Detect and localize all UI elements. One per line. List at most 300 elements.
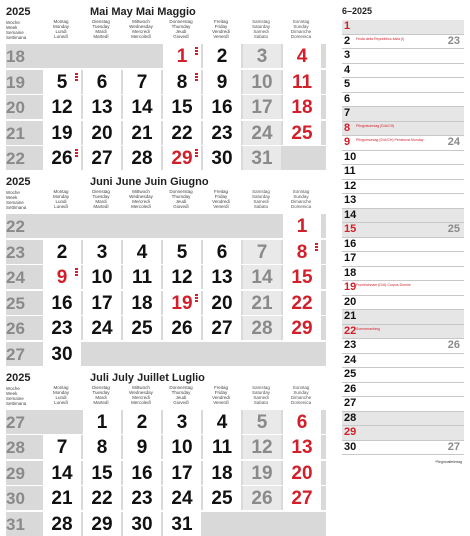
day-number: 20 (211, 292, 233, 314)
planner-day-number: 16 (344, 237, 357, 250)
day-cell[interactable] (123, 291, 161, 315)
day-cell[interactable] (123, 265, 161, 289)
day-cell[interactable] (243, 44, 281, 68)
empty-day-cell (83, 342, 121, 366)
day-number: 14 (251, 267, 273, 289)
day-number: 17 (251, 97, 273, 119)
day-number: 5 (56, 71, 68, 93)
day-cell[interactable] (123, 410, 161, 434)
planner-holiday-note: Pfingstsonntag (D/A/CH) (356, 123, 395, 128)
day-cell[interactable] (283, 240, 321, 264)
day-cell[interactable] (243, 121, 281, 145)
day-number: 6 (96, 71, 108, 93)
day-cell[interactable] (43, 461, 81, 485)
day-cell[interactable] (283, 461, 321, 485)
day-cell[interactable] (203, 121, 241, 145)
day-cell[interactable] (163, 240, 201, 264)
week-column-label: Woche Week Semaine Settimana (6, 20, 27, 40)
planner-day-row[interactable] (342, 49, 464, 64)
weekday-header: Sonntag Sunday Dimanche Domenica (290, 189, 312, 209)
day-cell[interactable] (243, 461, 281, 485)
planner-week-number: 26 (447, 339, 460, 351)
day-cell[interactable] (203, 44, 241, 68)
day-cell[interactable] (163, 95, 201, 119)
holiday-marker-icon (75, 149, 78, 159)
day-cell[interactable] (203, 70, 241, 94)
day-number: 6 (216, 241, 228, 263)
day-cell[interactable] (83, 435, 121, 459)
day-cell[interactable] (243, 316, 281, 340)
weekday-header: Mittwoch Wednesday Mercredi Mercoledì (129, 384, 153, 405)
day-number: 24 (91, 318, 113, 340)
week-column-label: Woche Week Semaine Settimana (6, 385, 27, 406)
planner-day-row[interactable] (342, 35, 464, 50)
day-cell[interactable] (163, 265, 201, 289)
weekday-header: Montag Monday Lundi Lunedì (52, 19, 69, 39)
day-number: 11 (131, 267, 153, 289)
planner-day-row[interactable] (342, 20, 464, 35)
day-number: 11 (211, 437, 233, 459)
week-row (6, 44, 326, 68)
weekday-header: Mittwoch Wednesday Mercredi Mercoledì (129, 19, 153, 39)
day-cell[interactable] (243, 265, 281, 289)
day-number: 15 (171, 97, 193, 119)
day-number: 21 (251, 292, 273, 314)
day-number: 7 (136, 71, 148, 93)
week-row (6, 512, 326, 536)
day-cell[interactable] (83, 461, 121, 485)
day-cell[interactable] (203, 410, 241, 434)
planner-day-number: 9 (344, 136, 351, 148)
day-cell[interactable] (83, 512, 121, 536)
planner-day-number: 4 (344, 63, 351, 76)
day-number: 20 (91, 122, 113, 144)
day-number: 29 (171, 148, 193, 170)
weekday-header: Samstag Saturday Samedi Sabato (251, 189, 270, 209)
day-cell[interactable] (83, 410, 121, 434)
month-title: Mai May Mai Maggio (90, 6, 196, 18)
day-cell[interactable] (43, 512, 81, 536)
day-cell[interactable] (283, 265, 321, 289)
planner-day-row[interactable] (342, 223, 464, 238)
planner-holiday-note: Fronleichnam (D/A) Corpus Domini (356, 283, 411, 287)
empty-day-cell (283, 342, 321, 366)
planner-day-number: 30 (344, 440, 357, 453)
planner-list (342, 20, 464, 455)
planner-day-row[interactable] (342, 397, 464, 412)
day-number: 9 (136, 437, 148, 459)
empty-day-cell (123, 44, 161, 68)
day-number: 10 (251, 71, 273, 93)
planner-day-row[interactable] (342, 441, 464, 456)
day-number: 21 (51, 488, 73, 510)
day-cell[interactable] (243, 435, 281, 459)
day-cell[interactable] (83, 265, 121, 289)
day-cell[interactable] (163, 291, 201, 315)
day-cell[interactable] (43, 342, 81, 366)
planner-day-number: 17 (344, 252, 357, 264)
empty-day-cell (123, 342, 161, 366)
week-number: 25 (6, 293, 25, 313)
day-cell[interactable] (203, 95, 241, 119)
planner-day-row[interactable] (342, 310, 464, 325)
planner-day-number: 19 (344, 281, 357, 293)
weekday-header: Montag Monday Lundi Lunedì (52, 384, 69, 405)
day-number: 30 (51, 344, 73, 365)
day-number: 22 (291, 292, 313, 314)
month-title: Juli July Juillet Luglio (90, 371, 205, 384)
week-number: 28 (6, 438, 25, 458)
day-number: 15 (91, 462, 113, 484)
weekday-header: Donnerstag Thursday Jeudi Giovedì (169, 189, 193, 209)
planner-day-row[interactable] (342, 426, 464, 441)
day-number: 30 (131, 513, 153, 535)
day-number: 18 (291, 97, 313, 119)
day-number: 19 (171, 292, 193, 314)
planner-day-number: 6 (344, 92, 351, 105)
weekday-header: Freitag Friday Vendredi Venerdì (212, 19, 230, 39)
planner-day-number: 27 (344, 397, 357, 409)
day-cell[interactable] (83, 121, 121, 145)
planner-day-number: 25 (344, 368, 357, 380)
day-cell[interactable] (123, 95, 161, 119)
weekday-header: Donnerstag Thursday Jeudi Giovedì (169, 384, 193, 405)
day-cell[interactable] (283, 410, 321, 434)
day-number: 19 (51, 122, 73, 144)
day-cell[interactable] (243, 240, 281, 264)
day-number: 27 (91, 148, 113, 170)
day-cell[interactable] (163, 512, 201, 536)
day-number: 2 (216, 46, 228, 67)
day-number: 23 (51, 318, 73, 340)
empty-day-cell (243, 512, 281, 536)
day-cell[interactable] (43, 435, 81, 459)
day-number: 4 (216, 411, 228, 433)
day-cell[interactable] (163, 410, 201, 434)
day-cell[interactable] (123, 146, 161, 170)
holiday-marker-icon (195, 294, 198, 304)
day-number: 22 (91, 488, 113, 510)
day-cell[interactable] (83, 70, 121, 94)
day-cell[interactable] (243, 95, 281, 119)
day-cell[interactable] (43, 121, 81, 145)
calendar-page (6, 6, 464, 535)
day-number: 17 (91, 292, 113, 314)
day-cell[interactable] (163, 121, 201, 145)
week-row (6, 146, 326, 170)
day-number: 11 (291, 71, 313, 93)
day-cell[interactable] (123, 316, 161, 340)
day-cell[interactable] (243, 291, 281, 315)
day-cell[interactable] (163, 70, 201, 94)
day-number: 24 (171, 488, 193, 510)
day-number: 31 (171, 513, 193, 535)
week-number: 19 (6, 72, 25, 92)
day-cell[interactable] (83, 146, 121, 170)
month-year: 2025 (6, 6, 31, 18)
day-number: 27 (211, 318, 233, 340)
weekday-header: Freitag Friday Vendredi Venerdì (212, 189, 230, 209)
day-number: 2 (136, 411, 148, 433)
week-row (6, 214, 326, 238)
month-header (6, 176, 326, 214)
planner-day-number: 11 (344, 165, 356, 177)
day-cell[interactable] (163, 435, 201, 459)
day-number: 19 (251, 462, 273, 484)
day-cell[interactable] (123, 70, 161, 94)
week-row (6, 291, 326, 315)
planner-day-row[interactable] (342, 194, 464, 209)
day-cell[interactable] (163, 44, 201, 68)
week-number: 21 (6, 123, 25, 143)
day-cell[interactable] (43, 316, 81, 340)
day-cell[interactable] (283, 121, 321, 145)
day-number: 3 (256, 46, 268, 67)
empty-day-cell (43, 44, 81, 68)
day-cell[interactable] (283, 291, 321, 315)
day-number: 25 (211, 488, 233, 510)
day-number: 22 (171, 122, 193, 144)
empty-day-cell (43, 410, 81, 434)
day-number: 9 (216, 71, 228, 93)
day-cell[interactable] (83, 316, 121, 340)
holiday-marker-icon (315, 243, 318, 253)
planner-day-number: 22 (344, 324, 357, 337)
planner-day-row[interactable] (342, 93, 464, 108)
day-cell[interactable] (83, 240, 121, 264)
day-number: 28 (51, 513, 73, 535)
empty-day-cell (203, 512, 241, 536)
planner-day-row[interactable] (342, 252, 464, 267)
day-cell[interactable] (163, 461, 201, 485)
empty-day-cell (203, 214, 241, 238)
week-number: 18 (6, 47, 25, 66)
day-cell[interactable] (123, 486, 161, 510)
day-cell[interactable] (43, 291, 81, 315)
planner-day-number: 29 (344, 426, 357, 438)
planner-day-row[interactable] (342, 383, 464, 398)
planner-day-row[interactable] (342, 354, 464, 369)
month-year: 2025 (6, 371, 31, 384)
day-cell[interactable] (83, 291, 121, 315)
week-row (6, 70, 326, 94)
planner-day-number: 7 (344, 107, 351, 119)
day-number: 15 (291, 267, 313, 289)
day-cell[interactable] (243, 410, 281, 434)
day-cell[interactable] (163, 146, 201, 170)
day-number: 29 (291, 318, 313, 340)
week-number: 30 (6, 489, 25, 509)
empty-day-cell (203, 342, 241, 366)
day-number: 3 (176, 411, 188, 433)
day-number: 25 (291, 122, 313, 144)
planner-day-row[interactable] (342, 64, 464, 79)
day-cell[interactable] (43, 265, 81, 289)
planner-week-number: 23 (447, 34, 460, 47)
day-number: 14 (51, 462, 73, 484)
planner-day-row[interactable] (342, 296, 464, 311)
planner-week-number: 27 (447, 440, 460, 453)
empty-day-cell (163, 214, 201, 238)
day-number: 9 (56, 267, 68, 289)
day-cell[interactable] (283, 70, 321, 94)
day-cell[interactable] (203, 240, 241, 264)
holiday-marker-icon (195, 73, 198, 83)
day-cell[interactable] (123, 435, 161, 459)
day-number: 26 (171, 318, 193, 340)
day-cell[interactable] (43, 240, 81, 264)
empty-day-cell (43, 214, 81, 238)
week-number: 29 (6, 463, 25, 483)
day-number: 8 (296, 241, 308, 263)
month-title: Juni June Juin Giugno (90, 176, 209, 188)
day-number: 30 (211, 148, 233, 170)
week-row (6, 461, 326, 485)
empty-day-cell (123, 214, 161, 238)
planner-holiday-note: Sommeranfang (356, 326, 380, 331)
day-number: 5 (256, 411, 268, 433)
weekday-header: Dienstag Tuesday Mardi Martedì (92, 189, 110, 209)
day-cell[interactable] (203, 291, 241, 315)
planner-day-row[interactable] (342, 267, 464, 282)
day-cell[interactable] (163, 316, 201, 340)
day-number: 24 (251, 122, 273, 144)
day-cell[interactable] (43, 70, 81, 94)
day-number: 18 (211, 462, 233, 484)
planner-day-row[interactable] (342, 412, 464, 427)
day-cell[interactable] (203, 435, 241, 459)
week-row (6, 316, 326, 340)
month-year: 2025 (6, 176, 31, 188)
week-row (6, 410, 326, 434)
week-row (6, 486, 326, 510)
day-cell[interactable] (43, 486, 81, 510)
day-number: 28 (251, 318, 273, 340)
planner-day-number: 13 (344, 194, 357, 206)
day-cell[interactable] (283, 435, 321, 459)
week-number: 22 (6, 217, 25, 236)
day-cell[interactable] (283, 95, 321, 119)
day-cell[interactable] (203, 461, 241, 485)
planner-day-number: 14 (344, 208, 357, 221)
day-number: 5 (176, 241, 188, 263)
day-number: 7 (256, 241, 268, 263)
day-number: 27 (291, 488, 313, 510)
planner-day-row[interactable] (342, 136, 464, 151)
day-number: 6 (296, 411, 308, 433)
planner-day-number: 21 (344, 310, 357, 322)
weekday-header: Dienstag Tuesday Mardi Martedì (92, 19, 110, 39)
planner-day-row[interactable] (342, 209, 464, 224)
weekday-header: Sonntag Sunday Dimanche Domenica (290, 384, 312, 405)
day-number: 8 (176, 71, 188, 93)
planner-day-number: 28 (344, 411, 357, 424)
week-number: 31 (6, 514, 25, 534)
planner-day-row[interactable] (342, 281, 464, 296)
planner-day-number: 2 (344, 34, 351, 47)
day-cell[interactable] (243, 146, 281, 170)
day-number: 10 (171, 437, 193, 459)
day-cell[interactable] (203, 146, 241, 170)
day-number: 26 (251, 488, 273, 510)
month-header (6, 372, 326, 410)
planner-day-row[interactable] (342, 107, 464, 122)
day-cell[interactable] (123, 240, 161, 264)
empty-day-cell (243, 342, 281, 366)
weekday-header: Freitag Friday Vendredi Venerdì (212, 384, 230, 405)
week-row (6, 342, 326, 366)
planner-day-row[interactable] (342, 238, 464, 253)
day-cell[interactable] (163, 486, 201, 510)
day-cell[interactable] (243, 486, 281, 510)
day-cell[interactable] (123, 461, 161, 485)
day-cell[interactable] (283, 44, 321, 68)
planner-day-row[interactable] (342, 151, 464, 166)
day-number: 25 (131, 318, 153, 340)
empty-day-cell (83, 44, 121, 68)
day-number: 2 (56, 241, 68, 263)
day-cell[interactable] (43, 95, 81, 119)
week-number: 24 (6, 268, 25, 288)
week-row (6, 121, 326, 145)
day-cell[interactable] (203, 265, 241, 289)
day-cell[interactable] (203, 486, 241, 510)
day-cell[interactable] (123, 512, 161, 536)
planner-day-row[interactable] (342, 78, 464, 93)
planner-day-row[interactable] (342, 325, 464, 340)
planner-day-row[interactable] (342, 180, 464, 195)
weekday-header: Mittwoch Wednesday Mercredi Mercoledì (129, 189, 153, 209)
day-number: 26 (51, 148, 73, 170)
day-cell[interactable] (203, 316, 241, 340)
week-number: 20 (6, 98, 25, 118)
day-cell[interactable] (43, 146, 81, 170)
week-row (6, 265, 326, 289)
weekday-header: Dienstag Tuesday Mardi Martedì (92, 384, 110, 405)
planner-day-number: 18 (344, 266, 357, 279)
day-cell[interactable] (283, 214, 321, 238)
day-cell[interactable] (283, 486, 321, 510)
planner-day-number: 12 (344, 179, 357, 192)
day-cell[interactable] (283, 316, 321, 340)
planner-day-row[interactable] (342, 165, 464, 180)
planner-holiday-note: Festa della Repubblica Italia (I) (356, 36, 405, 41)
planner-title: 6–2025 (342, 6, 373, 16)
week-row (6, 435, 326, 459)
day-cell[interactable] (123, 121, 161, 145)
day-number: 13 (211, 267, 233, 289)
planner-day-row[interactable] (342, 122, 464, 137)
day-cell[interactable] (83, 486, 121, 510)
planner-day-number: 24 (344, 353, 357, 366)
planner-day-row[interactable] (342, 339, 464, 354)
holiday-marker-icon (195, 47, 198, 57)
planner-day-row[interactable] (342, 368, 464, 383)
day-number: 16 (131, 462, 153, 484)
day-cell[interactable] (83, 95, 121, 119)
week-number: 26 (6, 319, 25, 339)
planner-day-number: 8 (344, 121, 351, 134)
day-number: 18 (131, 292, 153, 314)
day-number: 12 (51, 97, 73, 119)
empty-day-cell (243, 214, 281, 238)
empty-day-cell (283, 146, 321, 170)
day-number: 23 (131, 488, 153, 510)
day-number: 20 (291, 462, 313, 484)
empty-day-cell (283, 512, 321, 536)
holiday-marker-icon (195, 149, 198, 159)
day-cell[interactable] (243, 70, 281, 94)
